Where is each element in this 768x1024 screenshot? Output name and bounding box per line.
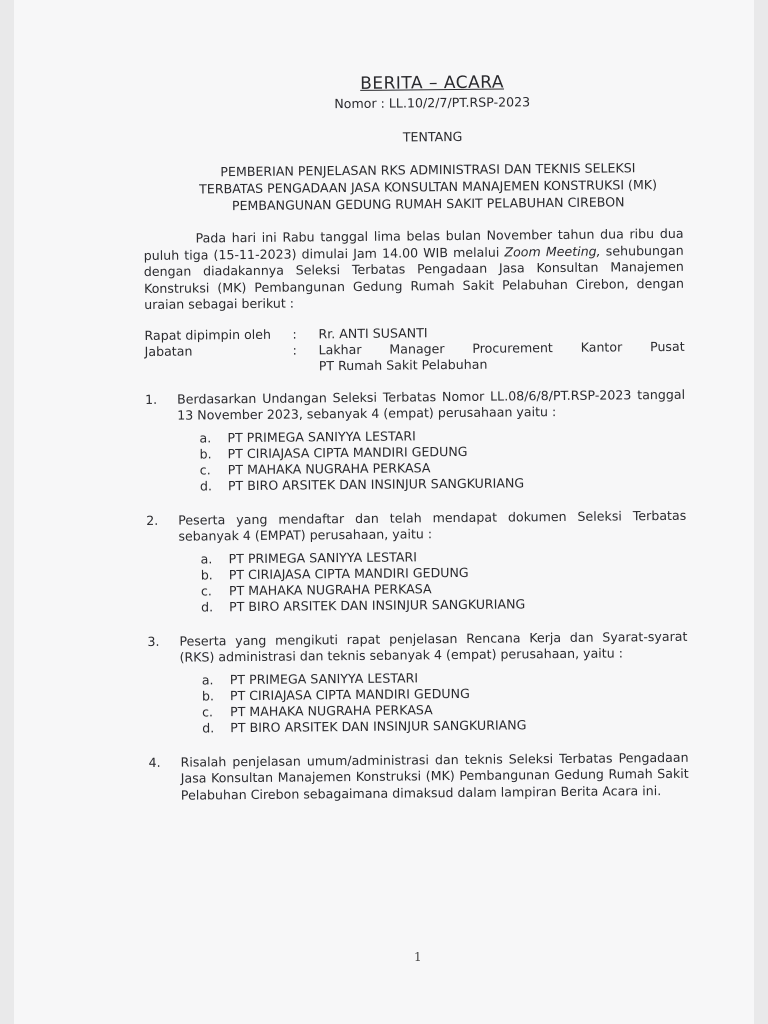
position-label: Jabatan xyxy=(144,343,193,359)
list-item xyxy=(147,628,688,736)
company-item xyxy=(201,594,687,615)
subject-line: PEMBERIAN PENJELASAN RKS ADMINISTRASI DAN TEKNIS SELEKSI xyxy=(220,160,636,180)
document-subject xyxy=(173,159,683,215)
subject-line: PEMBANGUNAN GEDUNG RUMAH SAKIT PELABUHAN CIREBON xyxy=(231,194,625,214)
company-name: PT CIRIAJASA CIPTA MANDIRI GEDUNG xyxy=(227,443,468,461)
list-item xyxy=(148,749,688,804)
intro-zoom-meeting: Zoom Meeting, xyxy=(504,243,601,260)
colon: : xyxy=(292,342,297,358)
company-name: PT PRIMEGA SANIYYA LESTARI xyxy=(228,548,418,566)
document-title: BERITA – ACARA xyxy=(360,72,505,94)
company-name: PT BIRO ARSITEK DAN INSINJUR SANGKURIANG xyxy=(229,595,526,614)
item-text: Risalah penjelasan umum/administrasi dan teknis Seleksi Terbatas Pengadaan Jasa Konsultan Manajemen Konstruksi (MK) Pembangunan Gedung Rumah Sakit Pelabuhan Cirebon sebagaimana dimaksud dalam lampiran Berita Acara ini. xyxy=(180,749,689,803)
company-name: PT MAHAKA NUGRAHA PERKASA xyxy=(227,459,431,477)
subject-line: TERBATAS PENGADAAN JASA KONSULTAN MANAJEMEN KONSTRUKSI (MK) xyxy=(199,177,658,197)
company-list xyxy=(201,546,688,615)
item-body xyxy=(179,628,688,736)
item-text: Peserta yang mengikuti rapat penjelasan Rencana Kerja dan Syarat-syarat (RKS) administrasi dan teknis sebanyak 4 (empat) perusahaan, yaitu : xyxy=(179,628,688,665)
page-number: 1 xyxy=(414,950,422,964)
company-letter: c. xyxy=(199,461,211,477)
tentang-heading: TENTANG xyxy=(402,128,463,145)
company-name: PT CIRIAJASA CIPTA MANDIRI GEDUNG xyxy=(228,564,469,582)
company-letter: c. xyxy=(202,703,214,719)
intro-text-part1: Pada hari ini Rabu tanggal lima belas bulan November tahun dua ribu dua puluh tiga (15-11-2023) dimulai Jam 14.00 WIB melalui xyxy=(143,225,684,263)
company-letter: a. xyxy=(200,550,213,566)
company-item xyxy=(202,715,688,736)
item-text: Peserta yang mendaftar dan telah mendapat dokumen Seleksi Terbatas sebanyak 4 (EMPAT) perusahaan, yaitu : xyxy=(178,507,687,544)
company-name: PT MAHAKA NUGRAHA PERKASA xyxy=(228,580,432,598)
company-item xyxy=(200,473,686,494)
company-letter: a. xyxy=(199,429,212,445)
company-name: PT MAHAKA NUGRAHA PERKASA xyxy=(230,701,433,719)
item-number: 4. xyxy=(148,754,161,770)
item-body xyxy=(178,507,687,615)
company-name: PT BIRO ARSITEK DAN INSINJUR SANGKURIANG xyxy=(227,474,525,493)
item-body xyxy=(177,386,686,494)
item-body xyxy=(180,749,688,803)
company-name: PT PRIMEGA SANIYYA LESTARI xyxy=(227,427,416,445)
list-item xyxy=(146,507,687,615)
company-letter: a. xyxy=(201,671,214,687)
meeting-info xyxy=(144,322,684,375)
chaired-by-value: Rr. ANTI SUSANTI xyxy=(318,324,428,341)
company-letter: b. xyxy=(201,687,215,703)
company-letter: d. xyxy=(199,477,212,493)
list-item xyxy=(145,386,686,494)
document-number: Nomor : LL.10/2/7/PT.RSP-2023 xyxy=(334,94,531,112)
item-number: 3. xyxy=(147,633,160,649)
numbered-list xyxy=(145,386,689,804)
item-text: Berdasarkan Undangan Seleksi Terbatas Nomor LL.08/6/8/PT.RSP-2023 tanggal 13 November 2023, sebanyak 4 (empat) perusahaan yaitu : xyxy=(177,386,686,423)
company-name: PT BIRO ARSITEK DAN INSINJUR SANGKURIANG xyxy=(230,716,527,735)
intro-text-part2: sehubungan dengan diadakannya Seleksi Terbatas Pengadaan Jasa Konsultan Manajemen Konstruksi (MK) Pembangunan Gedung Rumah Sakit Pelabuhan Cirebon, dengan uraian sebagai berikut : xyxy=(143,242,685,312)
document-page xyxy=(14,0,754,1024)
position-value xyxy=(319,338,685,374)
company-list xyxy=(202,667,689,736)
position-value-line2: PT Rumah Sakit Pelabuhan xyxy=(318,356,488,373)
company-name: PT CIRIAJASA CIPTA MANDIRI GEDUNG xyxy=(229,685,470,703)
company-letter: d. xyxy=(201,598,214,614)
position-value-line1: Lakhar Manager Procurement Kantor Pusat xyxy=(318,338,685,357)
intro-paragraph xyxy=(143,226,684,314)
company-letter: c. xyxy=(200,582,212,598)
position-row xyxy=(145,338,685,375)
item-number: 1. xyxy=(145,391,158,407)
chaired-by-label: Rapat dipimpin oleh xyxy=(144,326,272,343)
company-letter: b. xyxy=(199,445,212,461)
colon: : xyxy=(292,326,297,342)
document-body xyxy=(142,73,689,822)
item-number: 2. xyxy=(146,512,159,528)
company-name: PT PRIMEGA SANIYYA LESTARI xyxy=(229,669,419,687)
company-list xyxy=(199,425,686,494)
company-letter: b. xyxy=(200,566,213,582)
company-letter: d. xyxy=(202,719,215,735)
